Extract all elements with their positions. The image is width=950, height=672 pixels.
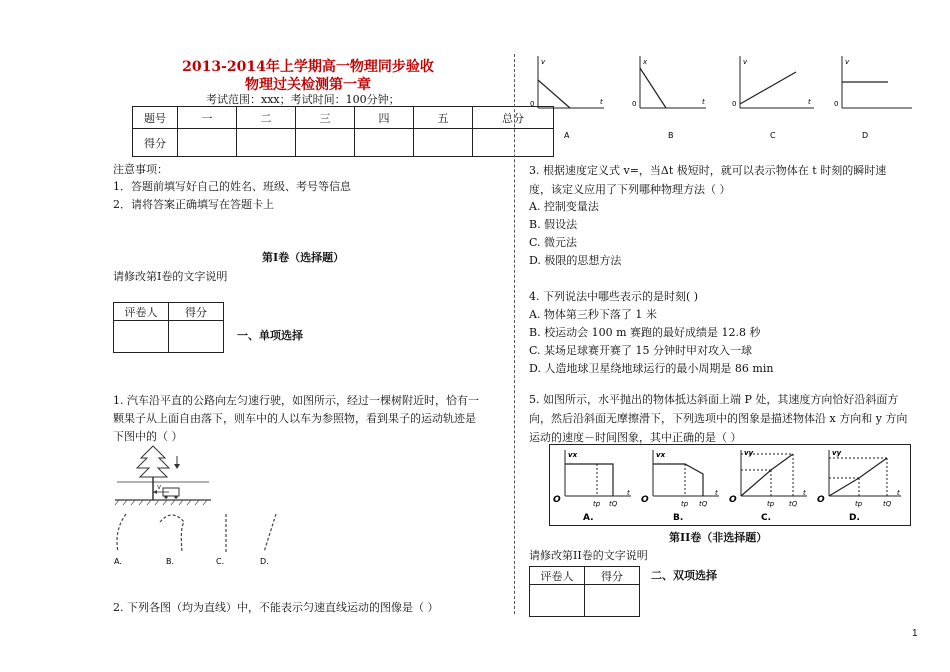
q5-tq: tQ	[789, 500, 798, 508]
q5-tp: tp	[767, 500, 775, 508]
q5-axis-y: vy	[832, 449, 842, 457]
grader-header: 得分	[585, 567, 640, 585]
q1-options-figure	[108, 508, 288, 568]
q3-line: 3. 根据速度定义式 v=，当Δt 极短时，就可以表示物体在 t 时刻的瞬时速	[529, 164, 887, 177]
part1-title: 第Ⅰ卷（选择题）	[262, 251, 345, 264]
q1-line: 颗果子从上面自由落下，则车中的人以车为参照物，看到果子的运动轨迹是	[113, 412, 476, 425]
score-cell: 总分	[473, 107, 554, 129]
grader-input-cell[interactable]	[169, 321, 224, 353]
score-cell: 得分	[133, 129, 178, 157]
q4-option: B. 校运动会 100 m 赛跑的最好成绩是 12.8 秒	[529, 326, 761, 339]
q5-graph-label: C.	[761, 513, 772, 523]
q1-option-label: A.	[114, 557, 122, 566]
q1-line: 1. 汽车沿平直的公路向左匀速行驶，如图所示，经过一棵树附近时，恰有一	[113, 394, 479, 407]
q5-axis-x: t	[803, 489, 806, 497]
page-number: 1	[912, 628, 918, 639]
q5-origin: O	[553, 495, 561, 505]
q5-graph-label: D.	[849, 513, 860, 523]
q5-axis-x: t	[715, 489, 718, 497]
q5-graph-a	[553, 450, 631, 523]
q2-graph-label: B	[668, 131, 674, 140]
q5-tp: tp	[681, 500, 689, 508]
q2-axis-y: v	[743, 58, 748, 66]
q5-graphs-figure	[549, 444, 911, 526]
q1-option-label: C.	[216, 557, 225, 566]
q1-option-label: D.	[260, 557, 269, 566]
q2-graph-a	[530, 56, 604, 140]
q5-tp: tp	[855, 500, 863, 508]
q2-axis-y: v	[845, 58, 850, 66]
part2-title: 第II卷（非选择题）	[669, 531, 768, 544]
notes-item: 1．答题前填写好自己的姓名、班级、考号等信息	[113, 180, 351, 193]
q5-tp: tp	[593, 500, 601, 508]
grader-input-cell[interactable]	[585, 585, 640, 617]
q4-stem: 4. 下列说法中哪些表示的是时刻( )	[529, 290, 699, 303]
score-table	[132, 106, 554, 157]
q2-origin: 0	[834, 100, 839, 108]
score-input-cell[interactable]	[414, 129, 473, 157]
part2-note: 请修改第II卷的文字说明	[529, 549, 648, 562]
exam-info: 考试范围：xxx；考试时间：100分钟；	[206, 93, 400, 106]
q5-tq: tQ	[699, 500, 708, 508]
q5-graph-c	[729, 449, 807, 523]
grader-header: 评卷人	[114, 303, 169, 321]
q5-tq: tQ	[609, 500, 618, 508]
q2-graph-b	[632, 56, 706, 140]
q3-option: A. 控制变量法	[529, 200, 599, 213]
q1-stem	[113, 392, 479, 446]
grader-table	[113, 302, 224, 353]
q2-axis-y: x	[643, 58, 648, 66]
q2-origin: 0	[530, 100, 535, 108]
section2-title: 二、双项选择	[651, 569, 717, 582]
score-cell: 题号	[133, 107, 178, 129]
score-cell: 五	[414, 107, 473, 129]
score-cell: 二	[237, 107, 296, 129]
q1-option-label: B.	[166, 557, 175, 566]
q2-origin: 0	[732, 100, 737, 108]
q3-option: B. 假设法	[529, 218, 578, 231]
grader-header: 评卷人	[530, 567, 585, 585]
section1-title: 一、单项选择	[237, 329, 303, 342]
q5-origin: O	[641, 495, 649, 505]
q3-stem	[529, 161, 886, 199]
q2-graph-label: D	[862, 131, 869, 140]
column-divider	[514, 54, 515, 614]
q5-origin: O	[817, 495, 825, 505]
score-cell: 四	[355, 107, 414, 129]
q2-graph-c	[732, 56, 814, 140]
score-input-cell[interactable]	[178, 129, 237, 157]
q5-line: 运动的速度－时间图象，其中正确的是（ ）	[529, 431, 742, 444]
q5-axis-x: t	[897, 489, 900, 497]
score-input-cell[interactable]	[355, 129, 414, 157]
exam-title-line2: 物理过关检测第一章	[245, 77, 371, 93]
score-cell: 三	[296, 107, 355, 129]
q2-graph-label: A	[564, 131, 570, 140]
q2-axis-x: t	[702, 98, 705, 106]
q5-graph-label: A.	[583, 513, 594, 523]
q5-graph-label: B.	[673, 513, 684, 523]
q3-line: 度，该定义应用了下列哪种物理方法（ ）	[529, 183, 731, 196]
q2-stem: 2. 下列各图（均为直线）中，不能表示匀速直线运动的图像是（ ）	[113, 601, 439, 614]
q3-option: C. 微元法	[529, 236, 578, 249]
q2-axis-y: v	[541, 58, 546, 66]
score-cell: 一	[178, 107, 237, 129]
score-input-cell[interactable]	[296, 129, 355, 157]
q2-axis-x: t	[808, 98, 811, 106]
q5-origin: O	[729, 495, 737, 505]
part1-note: 请修改第Ⅰ卷的文字说明	[113, 270, 228, 283]
q5-stem	[529, 390, 907, 447]
q2-graph-d	[834, 56, 912, 140]
grader-input-cell[interactable]	[114, 321, 169, 353]
notes-item: 2．请将答案正确填写在答题卡上	[113, 198, 274, 211]
q2-graph-label: C	[770, 131, 776, 140]
notes-heading: 注意事项：	[113, 163, 168, 176]
q4-option: D. 人造地球卫星绕地球运行的最小周期是 86 min	[529, 362, 774, 375]
q3-option: D. 极限的思想方法	[529, 254, 622, 267]
q1-scene-figure	[113, 444, 213, 506]
q4-block	[529, 288, 773, 378]
q5-graph-d	[817, 449, 901, 523]
grader-header: 得分	[169, 303, 224, 321]
q5-axis-x: t	[627, 489, 630, 497]
q5-line: 5. 如图所示，水平抛出的物体抵达斜面上端 P 处，其速度方向恰好沿斜面方	[529, 393, 899, 406]
q5-axis-y: vx	[656, 451, 666, 459]
q5-line: 向，然后沿斜面无摩擦滑下，下列选项中的图象是描述物体沿 x 方向和 y 方向	[529, 412, 908, 425]
q2-graphs-figure	[528, 50, 918, 150]
q5-axis-y: vx	[568, 451, 578, 459]
q3-options	[529, 198, 621, 270]
grader-input-cell[interactable]	[530, 585, 585, 617]
q5-graph-b	[641, 450, 719, 523]
score-input-cell[interactable]	[237, 129, 296, 157]
exam-title-line1: 2013-2014年上学期高一物理同步验收	[182, 59, 434, 75]
q2-axis-x: t	[600, 98, 603, 106]
grader-table-2	[529, 566, 640, 617]
q5-axis-y: vy	[744, 449, 754, 457]
q4-option: A. 物体第三秒下落了 1 米	[529, 308, 657, 321]
q5-tq: tQ	[883, 500, 892, 508]
q4-option: C. 某场足球赛开赛了 15 分钟时甲对攻入一球	[529, 344, 753, 357]
q1-velocity-label: v	[157, 483, 162, 491]
q2-origin: 0	[632, 100, 637, 108]
q1-line: 下图中的（ ）	[113, 430, 183, 443]
